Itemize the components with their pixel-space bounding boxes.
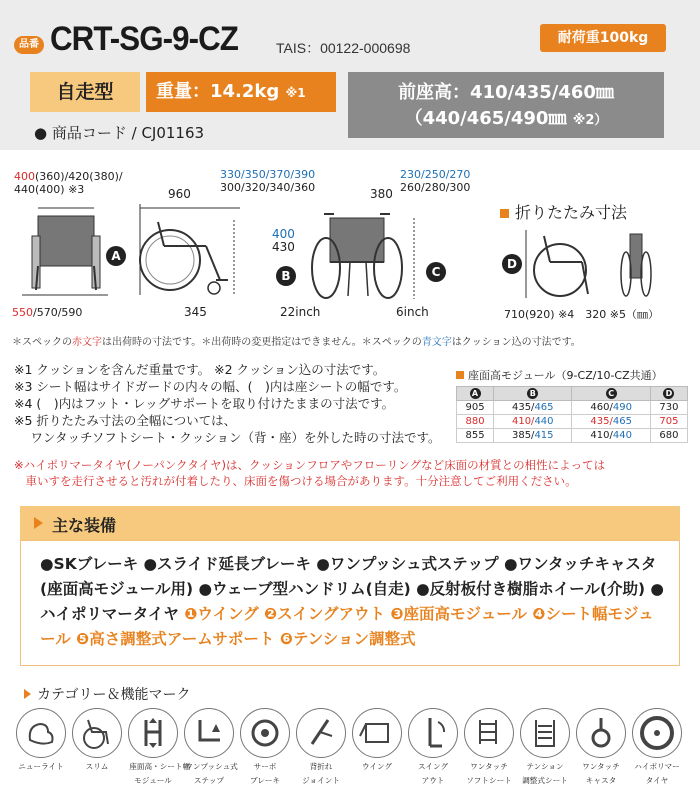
tire-warning-line2: 車いすを走行させると汚れが付着したり、床面を傷つける場合があります。十分注意してご利用ください。	[14, 474, 577, 488]
soft-seat-icon	[464, 708, 514, 758]
module-table-title	[456, 367, 663, 383]
equipment-title: 主な装備	[52, 516, 117, 535]
equipment-features: ❶ウイング ❷スイングアウト ❸座面高モジュール ❹シート幅モジュール ❺高さ調整式アームサポート ❻テンション調整式	[40, 605, 654, 648]
seat-height-line2: （440/465/490㎜	[404, 108, 567, 129]
tire-warning-line1: ※ハイポリマータイヤ(ノーパンクタイヤ)は、クッションフロアやフローリングなど床面の材質との相性によっては	[14, 458, 606, 472]
cell-c-base: 410/	[590, 430, 613, 441]
product-code: ● 商品コード / CJ01163	[34, 124, 205, 142]
note-4: ※4 ( )内はフット・レッグサポートを取り付けたままの寸法です。	[14, 396, 395, 411]
module-table	[456, 386, 688, 443]
tais-code: TAIS：00122-000698	[276, 40, 411, 56]
module-table-header	[457, 387, 688, 401]
module-title-marker	[456, 371, 464, 379]
category-swing-out	[408, 708, 458, 786]
tire-warning	[14, 457, 605, 489]
cell-c-base: 460/	[590, 402, 613, 413]
equipment-header	[20, 506, 680, 540]
cell-b-cushion: 415	[534, 430, 554, 441]
cell-c	[572, 415, 650, 429]
category-label: スイング	[417, 762, 449, 771]
category-label: スリム	[85, 762, 109, 771]
cell-c-cushion: 490	[612, 402, 632, 413]
cell-c	[572, 401, 650, 415]
front-seat-width-red: 400	[14, 170, 35, 183]
fold-title-text: 折りたたみ寸法	[515, 203, 628, 222]
category-tension-seat	[520, 708, 570, 786]
step-icon	[184, 708, 234, 758]
cell-d: 705	[650, 415, 687, 429]
caster-icon	[576, 708, 626, 758]
table-row	[457, 415, 688, 429]
category-module	[128, 708, 191, 786]
cell-b-base: 410/	[511, 416, 535, 427]
folded-view-drawing	[520, 226, 670, 304]
module-header-d-label: D	[663, 388, 674, 399]
module-header-c	[572, 387, 650, 401]
fold-width: 320 ※5	[585, 308, 627, 321]
category-slim	[72, 708, 122, 772]
category-arrow-icon	[24, 689, 31, 699]
fold-unit: （㎜）	[626, 308, 660, 321]
rear-back-black: 260/280/300	[400, 181, 471, 194]
category-label: 背折れ	[309, 762, 333, 771]
equipment-standard: ●SKブレーキ ●スライド延長ブレーキ ●ワンプッシュ式ステップ ●ワンタッチキャスタ(座面高モジュール用) ●ウェーブ型ハンドリム(自走) ●反射板付き樹脂ホイール(介助) ●ハイポリマータイヤ	[40, 555, 664, 623]
category-label-2: タイヤ	[645, 776, 669, 785]
spec-color-note	[12, 333, 581, 348]
caster-label: 6inch	[396, 305, 429, 319]
rear-view-drawing	[300, 204, 420, 304]
rear-back-blue: 230/250/270	[400, 168, 471, 181]
category-tire	[632, 708, 682, 786]
tire-icon	[632, 708, 682, 758]
category-label: ニューライト	[18, 762, 64, 771]
category-label: ワンプッシュ式	[185, 762, 238, 771]
front-seat-width-label	[14, 170, 123, 196]
hinban-badge: 品番	[14, 36, 44, 54]
load-capacity-badge: 耐荷重100kg	[540, 24, 666, 52]
model-number: CRT-SG-9-CZ	[50, 20, 238, 58]
front-overall-width-rest: /570/590	[33, 306, 83, 319]
cell-a: 855	[457, 429, 494, 443]
fold-title-marker	[500, 209, 509, 218]
tension-seat-icon	[520, 708, 570, 758]
cell-a: 880	[457, 415, 494, 429]
module-header-d	[650, 387, 687, 401]
seat-height-panel	[348, 72, 664, 138]
category-wing	[352, 708, 402, 772]
module-header-b	[494, 387, 572, 401]
seat-height-note: ※2）	[572, 113, 608, 128]
table-row	[457, 401, 688, 415]
weight-note: ※1	[285, 86, 306, 100]
front-seat-width-line2: 440(400) ※3	[14, 183, 85, 196]
module-header-b-label: B	[527, 388, 538, 399]
note-1: ※1 クッションを含んだ重量です。 ※2 クッション込の寸法です。	[14, 362, 386, 377]
seat-height-line2-wrap	[348, 106, 664, 134]
category-caster	[576, 708, 626, 786]
weight-badge	[146, 72, 336, 112]
cell-b	[494, 415, 572, 429]
category-label: ワンタッチ	[470, 762, 508, 771]
category-title	[24, 684, 190, 704]
cell-c-base: 435/	[590, 416, 613, 427]
category-label: テンション	[526, 762, 564, 771]
fold-dims-label	[504, 306, 659, 322]
category-label-2: キャスタ	[585, 776, 617, 785]
side-bottom-label: 345	[184, 305, 207, 319]
front-view-drawing	[20, 200, 110, 300]
fold-length: 710(920) ※4	[504, 308, 575, 321]
category-label: ウイング	[361, 762, 393, 771]
side-length-label: 960	[168, 187, 191, 201]
cell-a: 905	[457, 401, 494, 415]
cell-c	[572, 429, 650, 443]
wing-icon	[352, 708, 402, 758]
type-badge: 自走型	[30, 72, 140, 112]
category-label-2: アウト	[421, 776, 445, 785]
module-header-a-label: A	[470, 388, 481, 399]
rear-back-label	[400, 168, 470, 194]
category-label: 座面高・シート幅	[129, 762, 191, 771]
side-armrest-blue: 330/350/370/390	[220, 168, 316, 181]
rear-height-label	[272, 228, 295, 254]
rear-height-blue: 400	[272, 227, 295, 241]
front-overall-width-label	[12, 306, 82, 319]
category-label-2: ソフトシート	[466, 776, 512, 785]
cell-d: 730	[650, 401, 687, 415]
side-view-drawing	[128, 200, 248, 300]
note-5-continued: ワンタッチソフトシート・クッション（背・座）を外した時の寸法です。	[14, 430, 441, 445]
side-armrest-label	[220, 168, 315, 194]
category-label-2: ステップ	[193, 776, 225, 785]
category-back-joint	[296, 708, 346, 786]
category-label: サーボ	[253, 762, 277, 771]
cell-c-cushion: 440	[612, 430, 632, 441]
dimension-c-marker: C	[426, 262, 446, 282]
cell-b	[494, 401, 572, 415]
dimension-d-marker: D	[502, 254, 522, 274]
cell-b-cushion: 465	[534, 402, 554, 413]
newlight-icon	[16, 708, 66, 758]
category-label: ワンタッチ	[582, 762, 620, 771]
slim-wheelchair-icon	[72, 708, 122, 758]
dimension-a-marker: A	[106, 246, 126, 266]
cell-b-base: 385/	[511, 430, 535, 441]
brake-icon	[240, 708, 290, 758]
module-header-c-label: C	[606, 388, 617, 399]
cell-c-cushion: 465	[612, 416, 632, 427]
category-soft-seat	[464, 708, 514, 786]
note-3: ※3 シート幅はサイドガードの内々の幅、( )内は座シートの幅です。	[14, 379, 407, 394]
swing-out-icon	[408, 708, 458, 758]
category-label-2: ジョイント	[302, 776, 340, 785]
equipment-list	[40, 552, 664, 652]
spec-note-part3: はクッション込の寸法です。	[451, 337, 581, 348]
category-label-2: 調整式シート	[522, 776, 568, 785]
fold-dimensions-title	[500, 200, 627, 223]
category-label-2: ブレーキ	[249, 776, 281, 785]
rear-width-label: 380	[370, 187, 393, 201]
table-row	[457, 429, 688, 443]
front-seat-width-rest: (360)/420(380)/	[35, 170, 123, 183]
cell-b-base: 435/	[511, 402, 535, 413]
seat-height-line1: 前座高：410/435/460㎜	[398, 82, 614, 103]
spec-note-part2: は出荷時の寸法です。＊出荷時の変更指定はできません。＊スペックの	[102, 337, 422, 348]
cell-d: 680	[650, 429, 687, 443]
category-servo-brake	[240, 708, 290, 786]
weight-label: 重量：14.2kg	[156, 81, 280, 102]
category-title-text: カテゴリー＆機能マーク	[37, 687, 191, 703]
front-overall-width-red: 550	[12, 306, 33, 319]
note-5: ※5 折りたたみ寸法の全幅については、	[14, 413, 237, 428]
category-label: ハイポリマー	[634, 762, 680, 771]
spec-note-part1: ＊スペックの	[12, 337, 72, 348]
module-table-title-text: 座面高モジュール（9-CZ/10-CZ共通）	[468, 369, 663, 382]
equipment-arrow-icon	[34, 517, 43, 529]
rear-height-black: 430	[272, 240, 295, 254]
spec-note-red: 赤文字	[72, 337, 102, 348]
module-header-a	[457, 387, 494, 401]
back-joint-icon	[296, 708, 346, 758]
cell-b	[494, 429, 572, 443]
category-step	[184, 708, 238, 786]
category-newlight	[16, 708, 66, 772]
category-label-2: モジュール	[134, 776, 172, 785]
cell-b-cushion: 440	[534, 416, 554, 427]
spec-note-blue: 青文字	[421, 337, 452, 348]
main-wheel-label: 22inch	[280, 305, 321, 319]
seat-module-icon	[128, 708, 178, 758]
dimension-b-marker: B	[276, 266, 296, 286]
side-armrest-black: 300/320/340/360	[220, 181, 316, 194]
